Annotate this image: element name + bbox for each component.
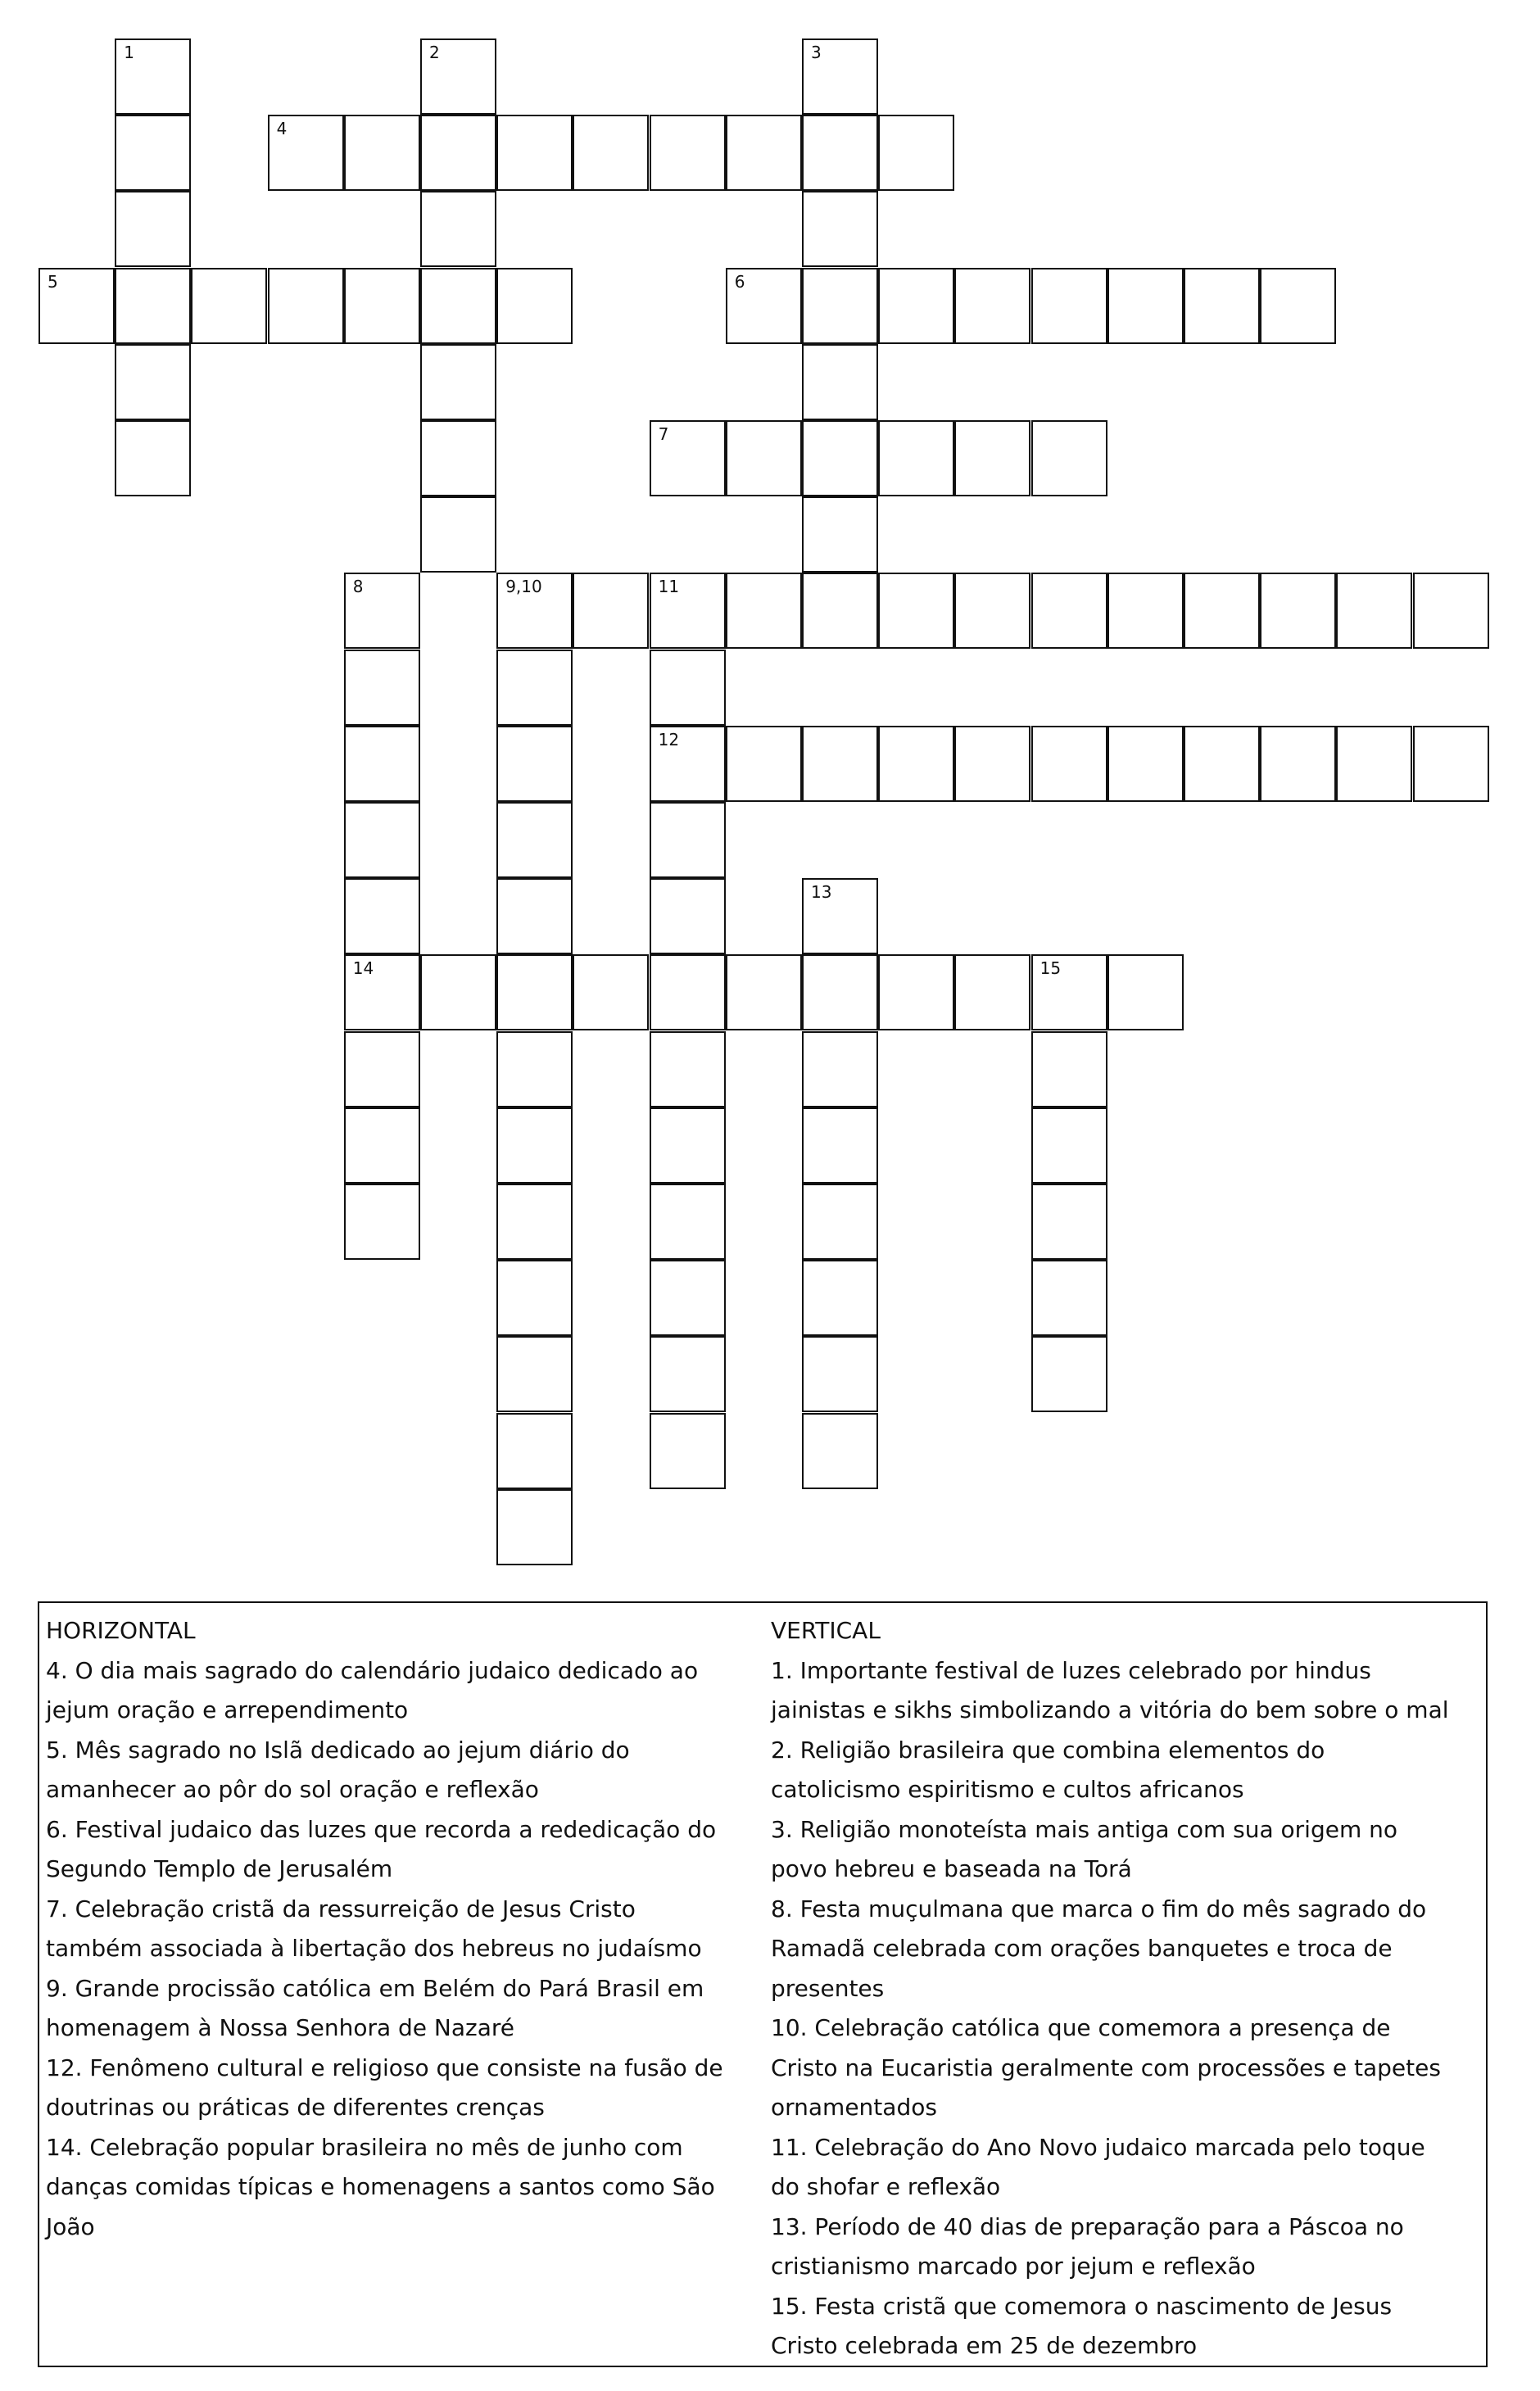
grid-cell[interactable] [802, 573, 878, 649]
horizontal-heading: HORIZONTAL [46, 1617, 196, 1644]
grid-cell[interactable] [802, 1107, 878, 1184]
grid-cell[interactable] [878, 420, 954, 496]
clue-11: 11. Celebração do Ano Novo judaico marcada pelo toque do shofar e reflexão [771, 2133, 1425, 2200]
grid-cell[interactable] [420, 191, 496, 267]
grid-cell[interactable] [1184, 726, 1260, 802]
grid-cell[interactable] [496, 954, 573, 1030]
clue-number: 3 [811, 43, 822, 62]
clue-2: 2. Religião brasileira que combina elementos do catolicismo espiritismo e cultos africanos [771, 1736, 1325, 1803]
grid-cell[interactable] [878, 954, 954, 1030]
clue-9: 9. Grande procissão católica em Belém do Pará Brasil em homenagem à Nossa Senhora de Nazaré [46, 1974, 704, 2041]
clue-number: 1 [124, 43, 134, 62]
grid-cell[interactable] [954, 726, 1030, 802]
grid-cell[interactable] [115, 115, 191, 191]
grid-cell[interactable] [802, 420, 878, 496]
clue-12: 12. Fenômeno cultural e religioso que consiste na fusão de doutrinas ou práticas de diferentes crenças [46, 2054, 723, 2121]
grid-cell[interactable] [878, 726, 954, 802]
grid-cell[interactable] [802, 1260, 878, 1336]
grid-cell[interactable] [1107, 573, 1184, 649]
grid-cell[interactable] [496, 650, 573, 726]
grid-cell[interactable] [420, 496, 496, 573]
clue-number: 5 [48, 271, 58, 292]
grid-cell[interactable] [1031, 1336, 1107, 1412]
clue-number: 7 [658, 424, 669, 444]
grid-cell[interactable] [420, 420, 496, 496]
grid-cell[interactable] [496, 1336, 573, 1412]
horizontal-clues [46, 1611, 734, 2247]
grid-cell[interactable] [726, 954, 802, 1030]
grid-cell[interactable] [650, 954, 726, 1030]
grid-cell[interactable] [420, 344, 496, 420]
clue-1: 1. Importante festival de luzes celebrado por hindus jainistas e sikhs simbolizando a vitória do bem sobre o mal [771, 1656, 1449, 1723]
grid-cell[interactable] [1184, 573, 1260, 649]
grid-cell[interactable] [268, 115, 344, 191]
grid-cell[interactable] [496, 878, 573, 954]
clue-number: 9,10 [505, 577, 542, 597]
grid-cell[interactable] [1336, 573, 1412, 649]
grid-cell[interactable] [1031, 1260, 1107, 1336]
grid-cell[interactable] [802, 954, 878, 1030]
grid-cell[interactable] [1031, 1107, 1107, 1184]
grid-cell[interactable] [802, 344, 878, 420]
grid-cell[interactable] [115, 38, 191, 115]
clue-14: 14. Celebração popular brasileira no mês de junho com danças comidas típicas e homenagens a santos como São João [46, 2133, 715, 2240]
grid-cell[interactable] [344, 1184, 420, 1260]
grid-cell[interactable] [650, 1413, 726, 1489]
grid-cell[interactable] [420, 115, 496, 191]
grid-cell[interactable] [344, 268, 420, 344]
grid-cell[interactable] [650, 802, 726, 878]
grid-cell[interactable] [115, 344, 191, 420]
grid-cell[interactable] [1031, 726, 1107, 802]
grid-cell[interactable] [344, 726, 420, 802]
grid-cell[interactable] [802, 1413, 878, 1489]
grid-cell[interactable] [954, 268, 1030, 344]
clue-10: 10. Celebração católica que comemora a presença de Cristo na Eucaristia geralmente com processões e tapetes ornamentados [771, 2014, 1441, 2121]
grid-cell[interactable] [1031, 268, 1107, 344]
grid-cell[interactable] [115, 191, 191, 267]
grid-cell[interactable] [420, 954, 496, 1030]
grid-cell[interactable] [650, 115, 726, 191]
grid-cell[interactable] [38, 268, 115, 344]
grid-cell[interactable] [726, 726, 802, 802]
grid-cell[interactable] [496, 1031, 573, 1107]
grid-cell[interactable] [344, 802, 420, 878]
grid-cell[interactable] [802, 1031, 878, 1107]
grid-cell[interactable] [954, 573, 1030, 649]
grid-cell[interactable] [726, 115, 802, 191]
grid-cell[interactable] [573, 573, 649, 649]
grid-cell[interactable] [344, 573, 420, 649]
grid-cell[interactable] [496, 115, 573, 191]
grid-cell[interactable] [802, 115, 878, 191]
clue-8: 8. Festa muçulmana que marca o fim do mês sagrado do Ramadã celebrada com orações banquetes e troca de presentes [771, 1895, 1427, 2002]
grid-cell[interactable] [650, 878, 726, 954]
grid-cell[interactable] [1336, 726, 1412, 802]
grid-cell[interactable] [1413, 726, 1489, 802]
clue-7: 7. Celebração cristã da ressurreição de Jesus Cristo também associada à libertação dos hebreus no judaísmo [46, 1895, 702, 1962]
grid-cell[interactable] [650, 1107, 726, 1184]
clue-6: 6. Festival judaico das luzes que recorda a rededicação do Segundo Templo de Jerusalém [46, 1815, 717, 1882]
clue-number: 12 [658, 729, 680, 749]
grid-cell[interactable] [802, 1336, 878, 1412]
grid-cell[interactable] [496, 1107, 573, 1184]
grid-cell[interactable] [115, 268, 191, 344]
grid-cell[interactable] [344, 1107, 420, 1184]
clue-4: 4. O dia mais sagrado do calendário judaico dedicado ao jejum oração e arrependimento [46, 1656, 699, 1723]
grid-cell[interactable] [878, 573, 954, 649]
grid-cell[interactable] [191, 268, 267, 344]
grid-cell[interactable] [650, 1031, 726, 1107]
grid-cell[interactable] [1031, 1031, 1107, 1107]
grid-cell[interactable] [115, 420, 191, 496]
grid-cell[interactable] [1260, 573, 1336, 649]
grid-cell[interactable] [650, 1336, 726, 1412]
grid-cell[interactable] [954, 420, 1030, 496]
grid-cell[interactable] [1184, 268, 1260, 344]
grid-cell[interactable] [496, 1489, 573, 1565]
grid-cell[interactable] [802, 268, 878, 344]
grid-cell[interactable] [496, 1260, 573, 1336]
grid-cell[interactable] [344, 115, 420, 191]
grid-cell[interactable] [496, 1413, 573, 1489]
grid-cell[interactable] [1031, 954, 1107, 1030]
clue-box [38, 1601, 1488, 2367]
grid-cell[interactable] [802, 1184, 878, 1260]
grid-cell[interactable] [650, 420, 726, 496]
grid-cell[interactable] [650, 1184, 726, 1260]
grid-cell[interactable] [344, 878, 420, 954]
clue-number: 11 [658, 577, 680, 597]
grid-cell[interactable] [1260, 268, 1336, 344]
grid-cell[interactable] [496, 726, 573, 802]
clue-number: 6 [734, 271, 745, 292]
clue-number: 8 [352, 577, 364, 597]
grid-cell[interactable] [420, 268, 496, 344]
grid-cell[interactable] [268, 268, 344, 344]
grid-cell[interactable] [954, 954, 1030, 1030]
clue-3: 3. Religião monoteísta mais antiga com sua origem no povo hebreu e baseada na Torá [771, 1815, 1397, 1882]
grid-cell[interactable] [802, 726, 878, 802]
grid-cell[interactable] [1260, 726, 1336, 802]
clue-number: 2 [429, 43, 440, 62]
clue-number: 13 [811, 882, 832, 903]
clue-5: 5. Mês sagrado no Islã dedicado ao jejum diário do amanhecer ao pôr do sol oração e reflexão [46, 1736, 630, 1803]
grid-cell[interactable] [726, 573, 802, 649]
clue-number: 15 [1040, 958, 1062, 979]
grid-cell[interactable] [650, 726, 726, 802]
grid-cell[interactable] [1107, 268, 1184, 344]
grid-cell[interactable] [726, 268, 802, 344]
grid-cell[interactable] [650, 573, 726, 649]
grid-cell[interactable] [573, 954, 649, 1030]
grid-cell[interactable] [1031, 420, 1107, 496]
grid-cell[interactable] [496, 802, 573, 878]
grid-cell[interactable] [802, 496, 878, 573]
grid-cell[interactable] [726, 420, 802, 496]
grid-cell[interactable] [1031, 1184, 1107, 1260]
grid-cell[interactable] [1413, 573, 1489, 649]
grid-cell[interactable] [496, 268, 573, 344]
grid-cell[interactable] [573, 115, 649, 191]
clue-13: 13. Período de 40 dias de preparação para a Páscoa no cristianismo marcado por jejum e reflexão [771, 2212, 1404, 2280]
grid-cell[interactable] [344, 954, 420, 1030]
grid-cell[interactable] [1031, 573, 1107, 649]
grid-cell[interactable] [344, 1031, 420, 1107]
grid-cell[interactable] [1107, 726, 1184, 802]
clue-number: 14 [352, 958, 374, 979]
grid-cell[interactable] [802, 191, 878, 267]
vertical-clues [771, 1611, 1459, 2366]
grid-cell[interactable] [802, 878, 878, 954]
grid-cell[interactable] [878, 115, 954, 191]
grid-cell[interactable] [496, 573, 573, 649]
vertical-heading: VERTICAL [771, 1617, 881, 1644]
grid-cell[interactable] [650, 1260, 726, 1336]
clue-15: 15. Festa cristã que comemora o nascimento de Jesus Cristo celebrada em 25 de dezembro [771, 2292, 1393, 2359]
grid-cell[interactable] [1107, 954, 1184, 1030]
grid-cell[interactable] [802, 38, 878, 115]
grid-cell[interactable] [496, 1184, 573, 1260]
grid-cell[interactable] [344, 650, 420, 726]
clue-number: 4 [276, 119, 288, 139]
grid-cell[interactable] [650, 650, 726, 726]
grid-cell[interactable] [420, 38, 496, 115]
grid-cell[interactable] [878, 268, 954, 344]
